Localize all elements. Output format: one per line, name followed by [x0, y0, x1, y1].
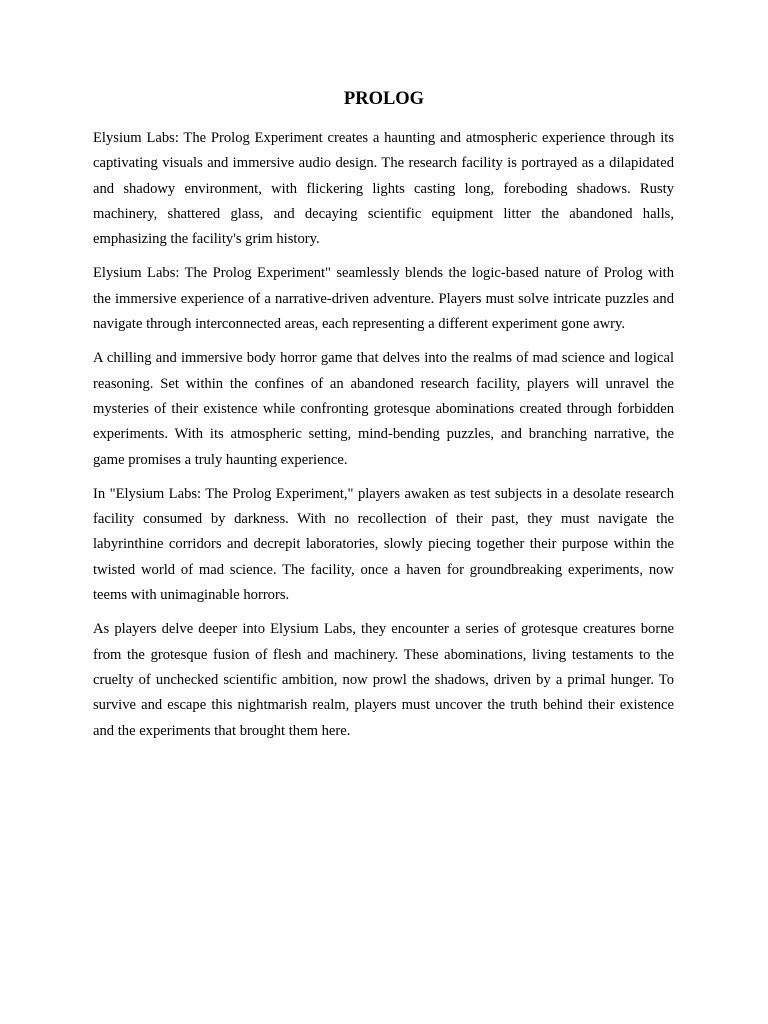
page-title: PROLOG: [343, 89, 425, 109]
document-body: [93, 126, 674, 753]
paragraph-2: Elysium Labs: The Prolog Experiment" seamlessly blends the logic-based nature of Prolog with the immersive experience of a narrative-driven adventure. Players must solve intricate puzzles and navigate through interconnected areas, each representing a different experiment gone awry.: [93, 265, 674, 333]
paragraph-5: As players delve deeper into Elysium Labs, they encounter a series of grotesque creatures borne from the grotesque fusion of flesh and machinery. These abominations, living testaments to the cruelty of unchecked scientific ambition, now prowl the shadows, driven by a primal hunger. To survive and escape this nightmarish realm, players must uncover the truth behind their existence and the experiments that brought them here.: [93, 621, 674, 739]
paragraph-4: In "Elysium Labs: The Prolog Experiment," players awaken as test subjects in a desolate research facility consumed by darkness. With no recollection of their past, they must navigate the labyrinthine corridors and decrepit laboratories, slowly piecing together their purpose within the twisted world of mad science. The facility, once a haven for groundbreaking experiments, now teems with unimaginable horrors.: [93, 485, 674, 604]
paragraph-1: Elysium Labs: The Prolog Experiment creates a haunting and atmospheric experience through its captivating visuals and immersive audio design. The research facility is portrayed as a dilapidated and shadowy environment, with flickering lights casting long, foreboding shadows. Rusty machinery, shattered glass, and decaying scientific equipment litter the abandoned halls, emphasizing the facility's grim history.: [93, 130, 674, 248]
paragraph-3: A chilling and immersive body horror game that delves into the realms of mad science and logical reasoning. Set within the confines of an abandoned research facility, players will unravel the mysteries of their existence while confronting grotesque abominations created through forbidden experiments. With its atmospheric setting, mind-bending puzzles, and branching narrative, the game promises a truly haunting experience.: [93, 350, 674, 468]
